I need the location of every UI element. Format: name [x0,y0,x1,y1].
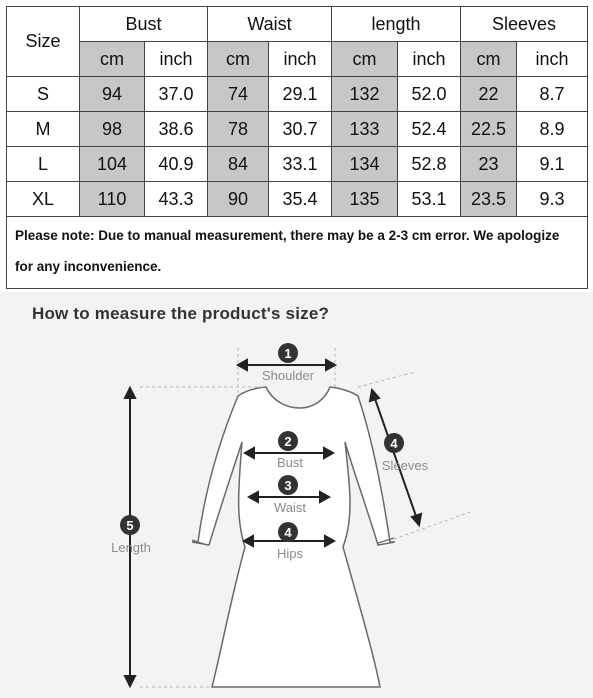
unit-cm: cm [461,42,517,77]
bust-inch-cell: 37.0 [145,77,208,112]
sleeve-cm-cell: 23.5 [461,182,517,217]
waist-cm-cell: 74 [208,77,269,112]
table-row [7,77,588,112]
size-header: Size [7,7,80,77]
bust-inch-cell: 43.3 [145,182,208,217]
bust-cm-cell: 104 [80,147,145,182]
bust-inch-cell: 38.6 [145,112,208,147]
table-row [7,112,588,147]
length-header: length [332,7,461,42]
measure-guide [0,292,593,698]
marker-sleeves [382,433,429,473]
size-cell: S [7,77,80,112]
marker-shoulder [262,343,315,383]
size-chart [6,6,587,289]
svg-text:Length: Length [111,540,151,555]
size-cell: M [7,112,80,147]
svg-text:2: 2 [284,434,292,449]
svg-text:4: 4 [284,525,292,540]
sleeve-inch-cell: 9.3 [517,182,588,217]
bust-cm-cell: 98 [80,112,145,147]
length-cm-cell: 135 [332,182,398,217]
bust-cm-cell: 110 [80,182,145,217]
sleeve-cm-cell: 22 [461,77,517,112]
length-cm-cell: 133 [332,112,398,147]
arrow-down-icon [125,676,135,686]
svg-text:3: 3 [284,478,292,493]
svg-text:Hips: Hips [276,546,304,561]
sleeve-cm-cell: 22.5 [461,112,517,147]
unit-inch: inch [398,42,461,77]
unit-inch: inch [269,42,332,77]
unit-inch: inch [145,42,208,77]
guide-title: How to measure the product's size? [32,304,330,323]
unit-inch: inch [517,42,588,77]
sleeves-header: Sleeves [461,7,588,42]
waist-cm-cell: 78 [208,112,269,147]
waist-cm-cell: 90 [208,182,269,217]
waist-cm-cell: 84 [208,147,269,182]
sleeve-inch-cell: 8.9 [517,112,588,147]
length-inch-cell: 52.8 [398,147,461,182]
length-inch-cell: 53.1 [398,182,461,217]
waist-inch-cell: 35.4 [269,182,332,217]
waist-inch-cell: 29.1 [269,77,332,112]
waist-header: Waist [208,7,332,42]
svg-text:Shoulder: Shoulder [261,368,315,383]
svg-text:1: 1 [284,346,292,361]
arrow-up-icon [125,388,135,398]
waist-inch-cell: 33.1 [269,147,332,182]
length-cm-cell: 134 [332,147,398,182]
unit-cm: cm [332,42,398,77]
bust-cm-cell: 94 [80,77,145,112]
svg-text:Bust: Bust [276,455,304,470]
bust-inch-cell: 40.9 [145,147,208,182]
table-row [7,147,588,182]
svg-text:4: 4 [390,436,398,451]
svg-text:Waist: Waist [273,500,307,515]
unit-cm: cm [208,42,269,77]
waist-inch-cell: 30.7 [269,112,332,147]
size-cell: L [7,147,80,182]
size-cell: XL [7,182,80,217]
unit-cm: cm [80,42,145,77]
table-row [7,182,588,217]
bust-header: Bust [80,7,208,42]
sleeve-inch-cell: 8.7 [517,77,588,112]
arrow-right-icon [326,360,335,370]
svg-text:Sleeves: Sleeves [381,458,429,473]
measurement-note: Please note: Due to manual measurement, there may be a 2-3 cm error. We apologize for any inconvenience. [7,217,588,289]
length-cm-cell: 132 [332,77,398,112]
length-inch-cell: 52.4 [398,112,461,147]
svg-text:5: 5 [126,518,134,533]
size-table [6,6,588,289]
sleeve-cm-cell: 23 [461,147,517,182]
arrow-left-icon [238,360,247,370]
sleeve-inch-cell: 9.1 [517,147,588,182]
length-inch-cell: 52.0 [398,77,461,112]
dress-diagram [0,292,593,698]
